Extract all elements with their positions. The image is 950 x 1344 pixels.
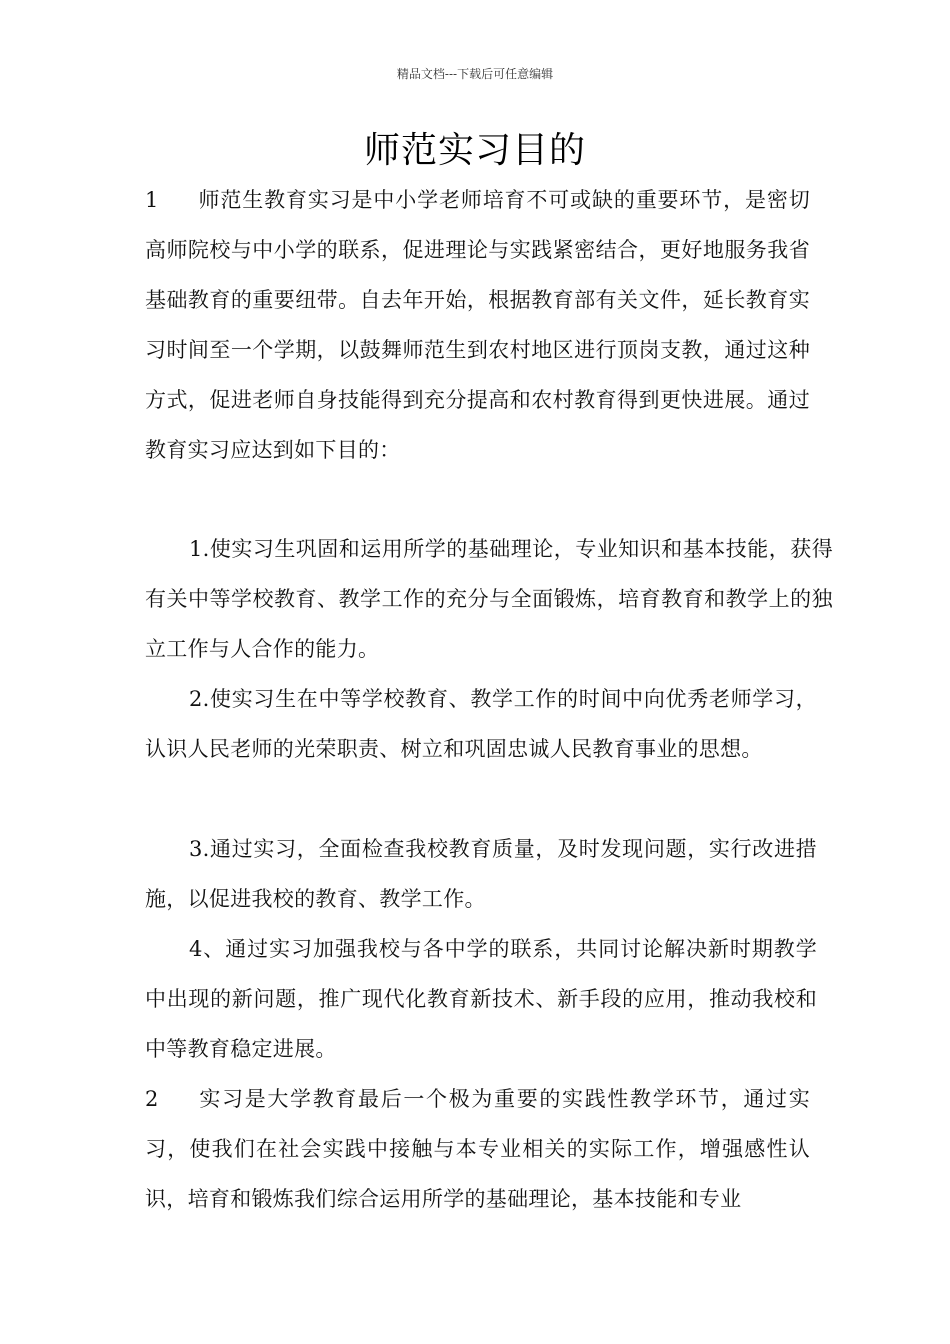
document-title: 师范实习目的 xyxy=(363,130,586,171)
list-item: 1.使实习生巩固和运用所学的基础理论，专业知识和基本技能，获得有关中等学校教育、教学工作的充分与全面锻炼，培育教育和教学上的独立工作与人合作的能力。 xyxy=(145,537,833,661)
section-1 xyxy=(145,175,810,475)
page-header: 精品文档---下载后可任意编辑 xyxy=(396,67,554,81)
section-text: 师范生教育实习是中小学老师培育不可或缺的重要环节，是密切高师院校与中小学的联系，促进理论与实践紧密结合，更好地服务我省基础教育的重要纽带。自去年开始，根据教育部有关文件，延长教育实习时间至一个学期，以鼓舞师范生到农村地区进行顶岗支教，通过这种方式，促进老师自身技能得到充分提高和农村教育得到更快进展。通过教育实习应达到如下目的： xyxy=(145,188,810,462)
section-number: 1 xyxy=(145,188,159,212)
section-text: 实习是大学教育最后一个极为重要的实践性教学环节，通过实习，使我们在社会实践中接触与本专业相关的实际工作，增强感性认识，培育和锻炼我们综合运用所学的基础理论，基本技能和专业 xyxy=(145,1087,810,1211)
list-item: 4、通过实习加强我校与各中学的联系，共同讨论解决新时期教学中出现的新问题，推广现代化教育新技术、新手段的应用，推动我校和中等教育稳定进展。 xyxy=(145,937,817,1061)
section-number: 2 xyxy=(145,1087,159,1111)
section-2 xyxy=(145,1074,810,1224)
list-item: 3.通过实习，全面检查我校教育质量，及时发现问题，实行改进措施，以促进我校的教育、教学工作。 xyxy=(145,837,817,911)
list-item: 2.使实习生在中等学校教育、教学工作的时间中向优秀老师学习，认识人民老师的光荣职责、树立和巩固忠诚人民教育事业的思想。 xyxy=(145,687,817,761)
